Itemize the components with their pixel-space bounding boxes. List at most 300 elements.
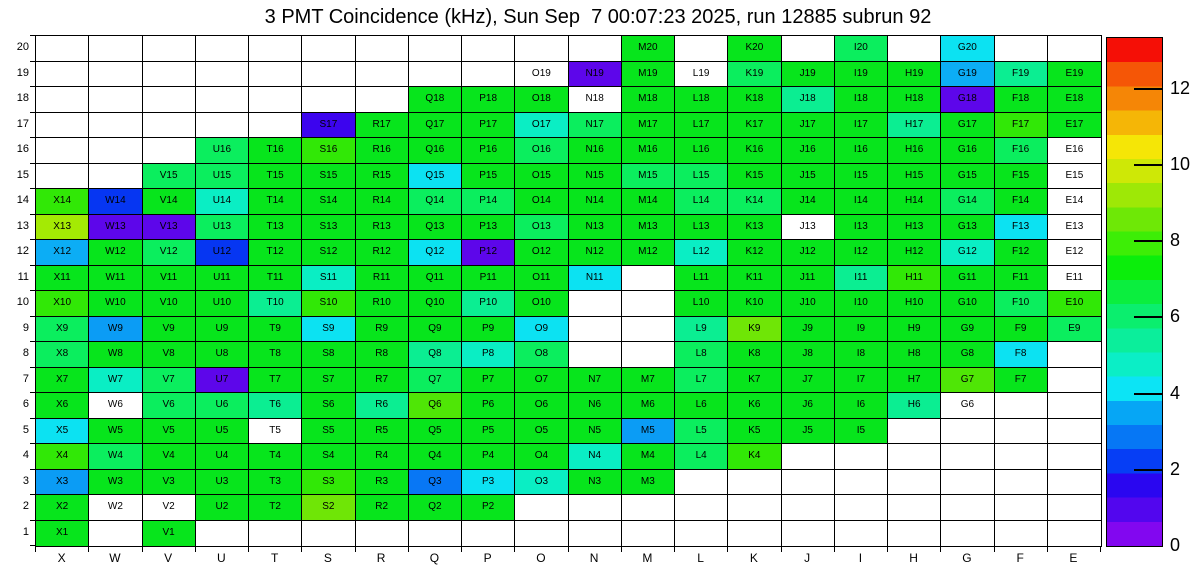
heatmap-cell: J10: [782, 291, 835, 317]
heatmap-cell: F14: [995, 189, 1048, 215]
heatmap-cell: I15: [835, 164, 888, 190]
heatmap-cell: [249, 36, 302, 62]
colorbar-tick: [1134, 316, 1162, 318]
heatmap-cell: X1: [36, 521, 89, 547]
y-axis-tick: [30, 163, 35, 164]
heatmap-cell: [569, 291, 622, 317]
y-axis-tick-label: 9: [22, 321, 29, 334]
heatmap-cell: H16: [888, 138, 941, 164]
y-axis-tick-label: 8: [22, 347, 29, 360]
heatmap-cell: H8: [888, 342, 941, 368]
heatmap-cell: F17: [995, 113, 1048, 139]
x-axis-tick: [514, 547, 515, 552]
y-axis-tick-label: 19: [16, 66, 29, 79]
y-axis-tick-label: 4: [22, 449, 29, 462]
heatmap-cell: S17: [302, 113, 355, 139]
heatmap-cell: [89, 113, 142, 139]
heatmap-cell: [835, 495, 888, 521]
colorbar-tick: [1134, 240, 1162, 242]
heatmap-cell: H19: [888, 62, 941, 88]
heatmap-cell: T5: [249, 419, 302, 445]
heatmap-cell: O19: [515, 62, 568, 88]
x-axis-tick: [727, 547, 728, 552]
heatmap-cell: O15: [515, 164, 568, 190]
y-axis-tick-label: 14: [16, 194, 29, 207]
x-axis-tick: [88, 547, 89, 552]
heatmap-cell: Q5: [409, 419, 462, 445]
heatmap-cell: W10: [89, 291, 142, 317]
heatmap-cell: G9: [941, 317, 994, 343]
heatmap-cell: X9: [36, 317, 89, 343]
heatmap-cell: G6: [941, 393, 994, 419]
colorbar-tick-label: 8: [1170, 230, 1181, 251]
y-axis-tick-label: 2: [22, 500, 29, 513]
y-axis-tick-label: 6: [22, 398, 29, 411]
heatmap-cell: Q2: [409, 495, 462, 521]
heatmap-cell: [89, 36, 142, 62]
heatmap-cell: [941, 470, 994, 496]
heatmap-cell: W11: [89, 266, 142, 292]
heatmap-cell: K4: [728, 444, 781, 470]
x-axis-tick-label: O: [536, 551, 546, 565]
heatmap-cell: O14: [515, 189, 568, 215]
heatmap-cell: X11: [36, 266, 89, 292]
heatmap-cell: R3: [356, 470, 409, 496]
heatmap-cell: E10: [1048, 291, 1101, 317]
heatmap-cell: X14: [36, 189, 89, 215]
heatmap-cell: [356, 62, 409, 88]
x-axis-tick: [834, 547, 835, 552]
heatmap-cell: F19: [995, 62, 1048, 88]
heatmap-cell: S10: [302, 291, 355, 317]
heatmap-cell: N18: [569, 87, 622, 113]
heatmap-cell: M6: [622, 393, 675, 419]
x-axis-tick-label: F: [1016, 551, 1024, 565]
heatmap-cell: L10: [675, 291, 728, 317]
heatmap-cell: T14: [249, 189, 302, 215]
heatmap-cell: [782, 521, 835, 547]
heatmap-cell: P9: [462, 317, 515, 343]
y-axis-tick: [30, 112, 35, 113]
heatmap-cell: R8: [356, 342, 409, 368]
heatmap-cell: [515, 36, 568, 62]
heatmap-cell: R10: [356, 291, 409, 317]
x-axis-tick-label: R: [376, 551, 386, 565]
heatmap-cell: U5: [196, 419, 249, 445]
heatmap-cell: [1048, 393, 1101, 419]
heatmap-cell: U11: [196, 266, 249, 292]
colorbar-tick-label: 2: [1170, 458, 1181, 479]
heatmap-cell: E14: [1048, 189, 1101, 215]
x-axis-tick: [35, 547, 36, 552]
heatmap-cell: [409, 62, 462, 88]
heatmap-cell: [782, 36, 835, 62]
heatmap-cell: E13: [1048, 215, 1101, 241]
heatmap-cell: J16: [782, 138, 835, 164]
heatmap-cell: E12: [1048, 240, 1101, 266]
heatmap-cell: S14: [302, 189, 355, 215]
heatmap-cell: J13: [782, 215, 835, 241]
x-axis-tick-label: I: [858, 551, 863, 565]
heatmap-grid: [36, 36, 1101, 546]
heatmap-cell: M5: [622, 419, 675, 445]
heatmap-cell: [302, 87, 355, 113]
x-axis-tick: [621, 547, 622, 552]
heatmap-cell: U9: [196, 317, 249, 343]
x-axis-tick-label: J: [804, 551, 811, 565]
heatmap-cell: W9: [89, 317, 142, 343]
heatmap-cell: [995, 470, 1048, 496]
heatmap-cell: K19: [728, 62, 781, 88]
heatmap-cell: Q17: [409, 113, 462, 139]
heatmap-cell: J5: [782, 419, 835, 445]
heatmap-cell: U8: [196, 342, 249, 368]
heatmap-cell: [622, 291, 675, 317]
heatmap-cell: P13: [462, 215, 515, 241]
heatmap-cell: I8: [835, 342, 888, 368]
x-axis-tick: [248, 547, 249, 552]
heatmap-cell: [888, 444, 941, 470]
heatmap-cell: L17: [675, 113, 728, 139]
heatmap-cell: G11: [941, 266, 994, 292]
heatmap-cell: J7: [782, 368, 835, 394]
heatmap-cell: [1048, 368, 1101, 394]
heatmap-cell: X7: [36, 368, 89, 394]
heatmap-cell: P2: [462, 495, 515, 521]
heatmap-cell: [941, 495, 994, 521]
heatmap-cell: [995, 521, 1048, 547]
heatmap-cell: T8: [249, 342, 302, 368]
heatmap-cell: F8: [995, 342, 1048, 368]
heatmap-cell: [569, 36, 622, 62]
heatmap-cell: [941, 521, 994, 547]
heatmap-cell: G10: [941, 291, 994, 317]
heatmap-cell: R11: [356, 266, 409, 292]
x-axis-tick: [195, 547, 196, 552]
heatmap-cell: W4: [89, 444, 142, 470]
heatmap-cell: K17: [728, 113, 781, 139]
heatmap-cell: [36, 62, 89, 88]
heatmap-cell: X3: [36, 470, 89, 496]
heatmap-cell: L9: [675, 317, 728, 343]
heatmap-cell: Q18: [409, 87, 462, 113]
heatmap-cell: S5: [302, 419, 355, 445]
heatmap-cell: [1048, 521, 1101, 547]
heatmap-cell: T13: [249, 215, 302, 241]
heatmap-cell: L4: [675, 444, 728, 470]
heatmap-cell: [302, 62, 355, 88]
heatmap-cell: [89, 138, 142, 164]
heatmap-cell: I20: [835, 36, 888, 62]
heatmap-cell: [888, 495, 941, 521]
heatmap-cell: L6: [675, 393, 728, 419]
heatmap-cell: J18: [782, 87, 835, 113]
heatmap-cell: S6: [302, 393, 355, 419]
x-axis-tick-label: T: [270, 551, 279, 565]
heatmap-cell: [675, 521, 728, 547]
heatmap-cell: [356, 36, 409, 62]
heatmap-cell: [249, 521, 302, 547]
y-axis-tick-label: 20: [16, 41, 29, 54]
heatmap-cell: [782, 444, 835, 470]
heatmap-cell: [36, 164, 89, 190]
heatmap-cell: [622, 495, 675, 521]
heatmap-cell: G12: [941, 240, 994, 266]
heatmap-cell: U2: [196, 495, 249, 521]
x-axis-tick-label: P: [483, 551, 492, 565]
heatmap-cell: [1048, 419, 1101, 445]
heatmap-cell: V12: [143, 240, 196, 266]
heatmap-cell: [462, 62, 515, 88]
heatmap-cell: [622, 317, 675, 343]
heatmap-cell: X4: [36, 444, 89, 470]
heatmap-cell: M3: [622, 470, 675, 496]
heatmap-cell: O16: [515, 138, 568, 164]
plot-frame: [35, 35, 1102, 547]
heatmap-cell: W6: [89, 393, 142, 419]
heatmap-cell: U12: [196, 240, 249, 266]
heatmap-cell: K6: [728, 393, 781, 419]
heatmap-cell: [782, 470, 835, 496]
x-axis-tick: [408, 547, 409, 552]
heatmap-cell: P16: [462, 138, 515, 164]
heatmap-cell: G14: [941, 189, 994, 215]
heatmap-cell: H6: [888, 393, 941, 419]
x-axis-tick-label: E: [1069, 551, 1078, 565]
heatmap-cell: Q8: [409, 342, 462, 368]
x-axis-tick-label: S: [323, 551, 332, 565]
heatmap-cell: P18: [462, 87, 515, 113]
heatmap-cell: X10: [36, 291, 89, 317]
heatmap-cell: S9: [302, 317, 355, 343]
heatmap-cell: R7: [356, 368, 409, 394]
heatmap-cell: [888, 521, 941, 547]
y-axis-tick: [30, 494, 35, 495]
heatmap-cell: T4: [249, 444, 302, 470]
heatmap-cell: G8: [941, 342, 994, 368]
heatmap-cell: P17: [462, 113, 515, 139]
x-axis-tick: [994, 547, 995, 552]
heatmap-cell: W14: [89, 189, 142, 215]
heatmap-cell: X5: [36, 419, 89, 445]
heatmap-cell: X8: [36, 342, 89, 368]
heatmap-cell: U14: [196, 189, 249, 215]
heatmap-cell: F7: [995, 368, 1048, 394]
heatmap-cell: R6: [356, 393, 409, 419]
heatmap-cell: S7: [302, 368, 355, 394]
heatmap-cell: Q10: [409, 291, 462, 317]
y-axis-tick-label: 18: [16, 92, 29, 105]
heatmap-cell: [1048, 444, 1101, 470]
heatmap-cell: V15: [143, 164, 196, 190]
heatmap-cell: [622, 266, 675, 292]
y-axis-tick: [30, 265, 35, 266]
y-axis-tick-label: 10: [16, 296, 29, 309]
heatmap-cell: R5: [356, 419, 409, 445]
heatmap-cell: [995, 495, 1048, 521]
heatmap-cell: O18: [515, 87, 568, 113]
heatmap-cell: S15: [302, 164, 355, 190]
heatmap-cell: [196, 87, 249, 113]
heatmap-cell: G20: [941, 36, 994, 62]
heatmap-cell: V6: [143, 393, 196, 419]
heatmap-cell: [1048, 342, 1101, 368]
heatmap-cell: Q15: [409, 164, 462, 190]
heatmap-cell: [36, 87, 89, 113]
heatmap-cell: K5: [728, 419, 781, 445]
y-axis-tick-label: 3: [22, 474, 29, 487]
y-axis-tick-label: 1: [22, 525, 29, 538]
heatmap-cell: U3: [196, 470, 249, 496]
heatmap-cell: J8: [782, 342, 835, 368]
y-axis-tick: [30, 418, 35, 419]
heatmap-cell: U4: [196, 444, 249, 470]
heatmap-cell: [728, 521, 781, 547]
heatmap-cell: M20: [622, 36, 675, 62]
heatmap-cell: P10: [462, 291, 515, 317]
heatmap-cell: M14: [622, 189, 675, 215]
y-axis-tick-label: 12: [16, 245, 29, 258]
heatmap-cell: Q14: [409, 189, 462, 215]
heatmap-cell: H17: [888, 113, 941, 139]
heatmap-cell: [249, 113, 302, 139]
y-axis-tick: [30, 290, 35, 291]
heatmap-cell: [569, 342, 622, 368]
heatmap-cell: G18: [941, 87, 994, 113]
heatmap-cell: F18: [995, 87, 1048, 113]
heatmap-cell: V3: [143, 470, 196, 496]
heatmap-cell: I18: [835, 87, 888, 113]
heatmap-cell: [302, 521, 355, 547]
heatmap-cell: [196, 113, 249, 139]
heatmap-cell: O17: [515, 113, 568, 139]
heatmap-cell: [1048, 36, 1101, 62]
heatmap-cell: P11: [462, 266, 515, 292]
colorbar: [1106, 37, 1163, 547]
x-axis-tick-label: G: [962, 551, 972, 565]
heatmap-cell: [196, 36, 249, 62]
heatmap-cell: L7: [675, 368, 728, 394]
heatmap-cell: I6: [835, 393, 888, 419]
heatmap-cell: [675, 495, 728, 521]
heatmap-cell: K18: [728, 87, 781, 113]
heatmap-cell: L15: [675, 164, 728, 190]
y-axis-tick: [30, 239, 35, 240]
heatmap-cell: [356, 521, 409, 547]
x-axis-tick-label: M: [642, 551, 653, 565]
heatmap-cell: R12: [356, 240, 409, 266]
heatmap-cell: [1048, 470, 1101, 496]
heatmap-cell: V7: [143, 368, 196, 394]
x-axis-tick-label: V: [164, 551, 173, 565]
heatmap-cell: N13: [569, 215, 622, 241]
heatmap-cell: V14: [143, 189, 196, 215]
heatmap-cell: I19: [835, 62, 888, 88]
heatmap-cell: M19: [622, 62, 675, 88]
heatmap-cell: [622, 521, 675, 547]
heatmap-cell: L16: [675, 138, 728, 164]
heatmap-cell: J6: [782, 393, 835, 419]
heatmap-cell: Q3: [409, 470, 462, 496]
heatmap-cell: W8: [89, 342, 142, 368]
y-axis-tick: [30, 35, 35, 36]
chart-title: 3 PMT Coincidence (kHz), Sun Sep 7 00:07:23 2025, run 12885 subrun 92: [264, 6, 932, 28]
x-axis-tick-label: N: [589, 551, 599, 565]
heatmap-cell: O12: [515, 240, 568, 266]
heatmap-cell: X2: [36, 495, 89, 521]
heatmap-cell: [89, 87, 142, 113]
y-axis-tick: [30, 86, 35, 87]
heatmap-cell: N3: [569, 470, 622, 496]
y-axis-tick: [30, 392, 35, 393]
heatmap-cell: K15: [728, 164, 781, 190]
heatmap-cell: K9: [728, 317, 781, 343]
heatmap-cell: P8: [462, 342, 515, 368]
heatmap-cell: T9: [249, 317, 302, 343]
heatmap-cell: R9: [356, 317, 409, 343]
heatmap-cell: P3: [462, 470, 515, 496]
heatmap-cell: X6: [36, 393, 89, 419]
heatmap-cell: J17: [782, 113, 835, 139]
heatmap-cell: [728, 495, 781, 521]
heatmap-cell: [409, 521, 462, 547]
heatmap-cell: [36, 113, 89, 139]
heatmap-cell: V10: [143, 291, 196, 317]
heatmap-cell: W13: [89, 215, 142, 241]
heatmap-cell: [888, 470, 941, 496]
y-axis-tick: [30, 316, 35, 317]
heatmap-cell: M15: [622, 164, 675, 190]
heatmap-cell: T16: [249, 138, 302, 164]
colorbar-tick-label: 12: [1170, 77, 1191, 98]
heatmap-cell: [249, 87, 302, 113]
heatmap-cell: J9: [782, 317, 835, 343]
heatmap-cell: F10: [995, 291, 1048, 317]
heatmap-cell: S13: [302, 215, 355, 241]
y-axis-tick: [30, 545, 35, 546]
heatmap-cell: [569, 521, 622, 547]
heatmap-cell: I9: [835, 317, 888, 343]
heatmap-cell: O6: [515, 393, 568, 419]
heatmap-cell: [89, 521, 142, 547]
heatmap-cell: O5: [515, 419, 568, 445]
heatmap-cell: T6: [249, 393, 302, 419]
heatmap-cell: R14: [356, 189, 409, 215]
heatmap-cell: N15: [569, 164, 622, 190]
heatmap-cell: O4: [515, 444, 568, 470]
x-axis-tick: [940, 547, 941, 552]
colorbar-tick-label: 10: [1170, 153, 1191, 174]
heatmap-cell: V9: [143, 317, 196, 343]
heatmap-cell: W2: [89, 495, 142, 521]
heatmap-cell: J19: [782, 62, 835, 88]
heatmap-cell: T2: [249, 495, 302, 521]
heatmap-cell: L11: [675, 266, 728, 292]
heatmap-cell: [569, 495, 622, 521]
x-axis-tick: [461, 547, 462, 552]
heatmap-cell: H10: [888, 291, 941, 317]
heatmap-cell: U13: [196, 215, 249, 241]
heatmap-cell: M12: [622, 240, 675, 266]
heatmap-cell: Q11: [409, 266, 462, 292]
heatmap-cell: V13: [143, 215, 196, 241]
y-axis-tick: [30, 367, 35, 368]
heatmap-cell: [462, 36, 515, 62]
y-axis-tick: [30, 188, 35, 189]
x-axis-tick: [355, 547, 356, 552]
heatmap-cell: Q12: [409, 240, 462, 266]
heatmap-cell: [196, 521, 249, 547]
